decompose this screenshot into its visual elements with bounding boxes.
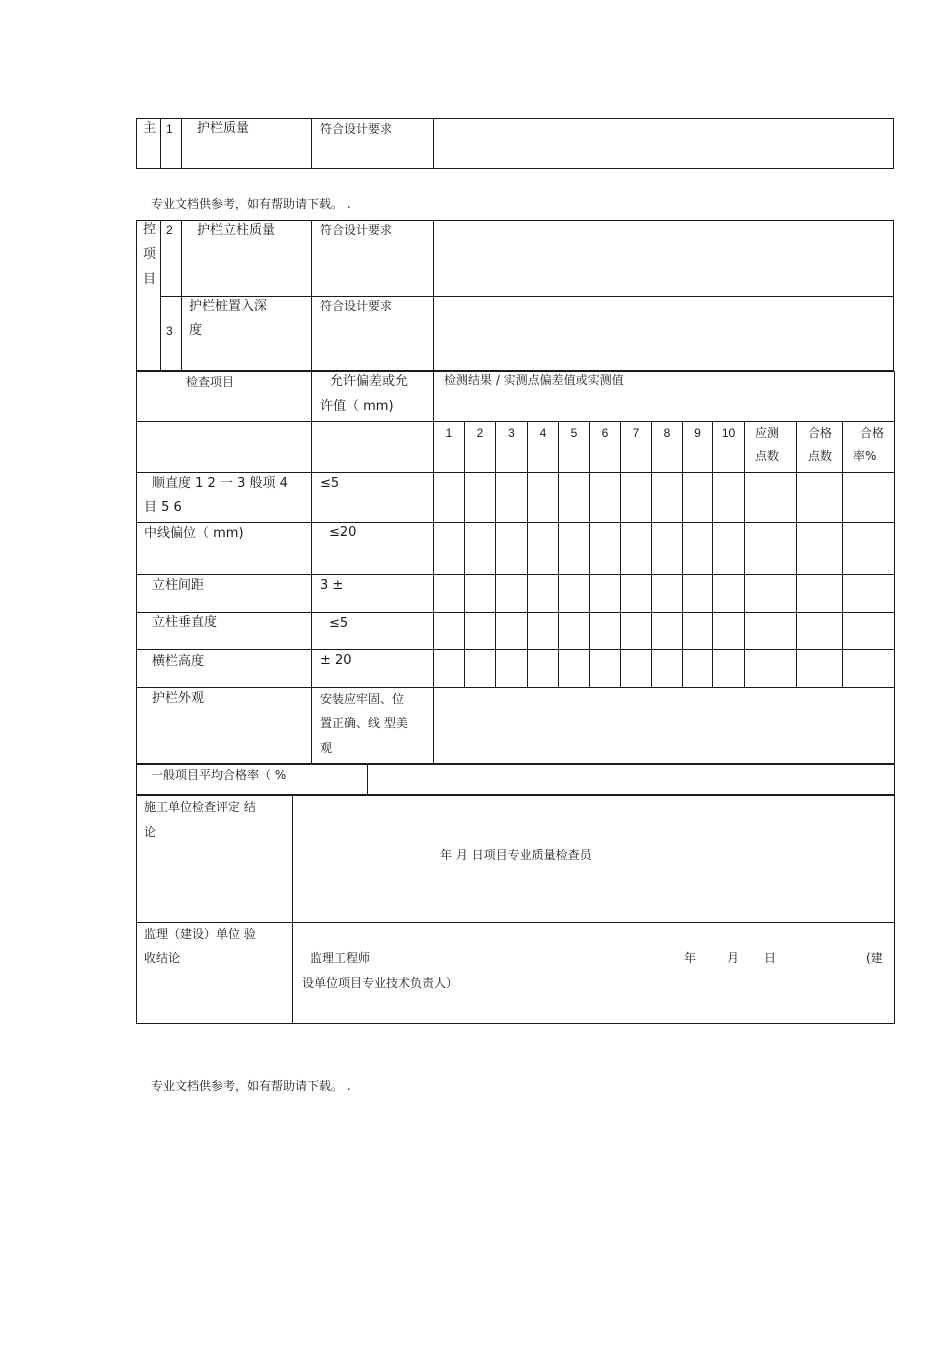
- row-number: 2: [166, 223, 173, 237]
- header-pass-rate: 合格: [860, 426, 885, 440]
- point-number: 10: [721, 426, 736, 440]
- header-pass-count: 点数: [808, 449, 833, 463]
- divider: [842, 421, 843, 687]
- header-check-item: 检查项目: [186, 375, 235, 389]
- divider: [160, 296, 894, 297]
- allowance-value: ± 20: [320, 653, 352, 668]
- header-allowance: 允许偏差或允: [330, 374, 409, 389]
- check-item: 立柱间距: [152, 578, 205, 593]
- point-number: 8: [663, 426, 671, 440]
- row-number: 1: [166, 122, 173, 136]
- supervision-conclusion-label: 收结论: [144, 951, 181, 965]
- construction-conclusion-label: 施工单位检查评定 结: [144, 800, 256, 814]
- divider: [796, 421, 797, 687]
- point-number: 5: [570, 426, 578, 440]
- divider: [682, 421, 683, 687]
- category-char: 目: [143, 272, 157, 287]
- divider: [464, 421, 465, 687]
- check-item: 立柱垂直度: [152, 615, 218, 630]
- footer-note-bottom: 专业文档供参考，如有帮助请下载。 .: [151, 1079, 351, 1093]
- allowance-value: ≤20: [329, 525, 357, 540]
- main-category-char: 主: [143, 121, 157, 136]
- appearance-requirement: 安装应牢固、位: [320, 692, 405, 706]
- avg-rate-label: 一般项目平均合格率（ %: [151, 768, 287, 782]
- header-pass-rate: 率%: [853, 449, 877, 463]
- check-item: 目 5 6: [144, 500, 182, 515]
- divider: [311, 371, 312, 764]
- date-year: 年: [684, 951, 697, 965]
- divider: [744, 421, 745, 687]
- construction-signature-line: 年 月 日项目专业质量检查员: [440, 848, 592, 862]
- allowance-value: ≤5: [329, 616, 349, 631]
- point-number: 7: [632, 426, 640, 440]
- category-char: 项: [143, 247, 157, 262]
- divider: [527, 421, 528, 687]
- item-requirement: 符合设计要求: [320, 223, 393, 237]
- divider: [367, 764, 368, 795]
- divider: [292, 795, 293, 1024]
- check-item: 顺直度 1 2 一 3 般项 4: [152, 476, 288, 491]
- divider: [651, 421, 652, 687]
- point-number: 9: [694, 426, 701, 440]
- point-number: 3: [508, 426, 515, 440]
- divider: [136, 649, 895, 650]
- category-char: 控: [143, 222, 157, 237]
- divider: [495, 421, 496, 687]
- check-item: 横栏高度: [152, 654, 205, 669]
- header-should-measure: 点数: [755, 449, 780, 463]
- header-allowance: 许值（ mm): [320, 399, 394, 414]
- check-item: 护栏外观: [152, 691, 205, 706]
- point-number: 6: [601, 426, 609, 440]
- builder-label: (建: [866, 951, 883, 965]
- date-day: 日: [764, 951, 777, 965]
- signoff-table: [136, 795, 895, 1024]
- main-item-table: [136, 118, 894, 169]
- header-results: 检测结果 / 实测点偏差值或实测值: [444, 373, 624, 387]
- divider: [136, 687, 895, 688]
- row-number: 3: [166, 324, 173, 338]
- point-number: 4: [539, 426, 547, 440]
- divider: [558, 421, 559, 687]
- item-name: 护栏质量: [197, 121, 250, 136]
- point-number: 2: [476, 426, 484, 440]
- divider: [160, 118, 161, 169]
- appearance-requirement: 置正确、线 型美: [320, 716, 408, 730]
- footer-note: 专业文档供参考，如有帮助请下载。 .: [151, 197, 351, 211]
- construction-conclusion-label: 论: [144, 825, 157, 839]
- divider: [712, 421, 713, 687]
- item-requirement: 符合设计要求: [320, 299, 393, 313]
- builder-label: 设单位项目专业技术负责人）: [302, 976, 459, 990]
- divider: [136, 612, 895, 613]
- supervisor-label: 监理工程师: [310, 951, 371, 965]
- divider: [589, 421, 590, 687]
- check-item: 中线偏位（ mm): [144, 526, 244, 541]
- header-should-measure: 应测: [755, 426, 780, 440]
- item-name: 度: [189, 323, 203, 338]
- supervision-conclusion-label: 监理（建设）单位 验: [144, 927, 256, 941]
- allowance-value: ≤5: [320, 476, 340, 491]
- point-number: 1: [445, 426, 453, 440]
- divider: [311, 118, 312, 169]
- item-name: 护栏桩置入深: [189, 299, 268, 314]
- appearance-requirement: 观: [320, 741, 333, 755]
- item-requirement: 符合设计要求: [320, 122, 393, 136]
- divider: [620, 421, 621, 687]
- header-pass-count: 合格: [808, 426, 833, 440]
- divider: [433, 118, 434, 169]
- divider: [181, 118, 182, 169]
- divider: [136, 574, 895, 575]
- allowance-value: 3 ±: [320, 578, 344, 593]
- date-month: 月: [727, 951, 740, 965]
- item-name: 护栏立柱质量: [197, 223, 276, 238]
- divider: [136, 522, 895, 523]
